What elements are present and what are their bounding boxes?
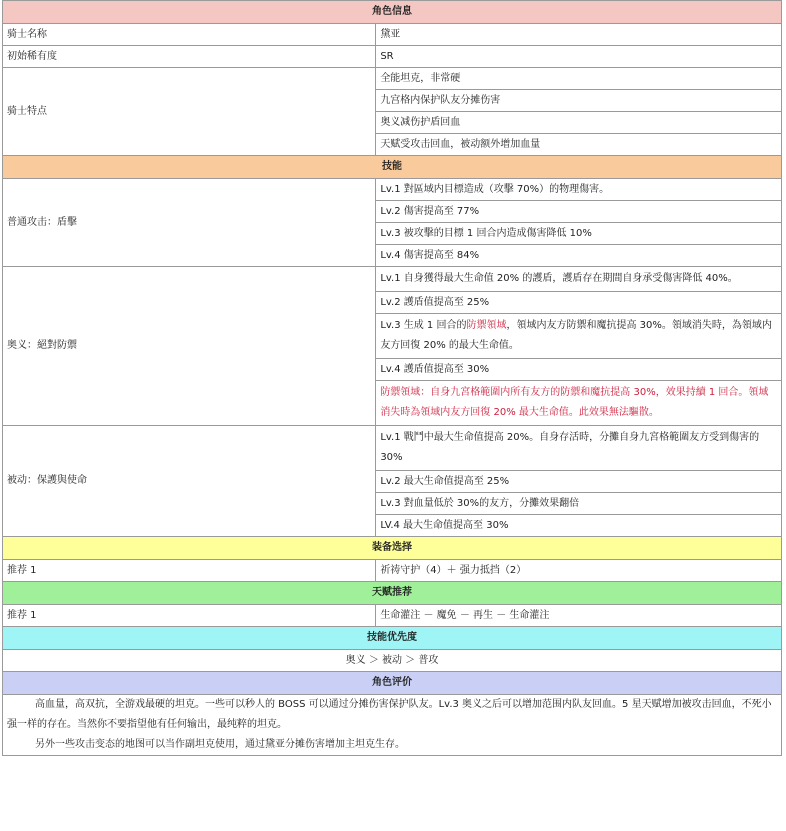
skill-level: Lv.2 最大生命值提高至 25% xyxy=(376,471,782,493)
normal-attack-label: 普通攻击：盾擊 xyxy=(3,179,376,267)
defense-field-term: 防禦領域 xyxy=(466,320,507,331)
rarity-label: 初始稀有度 xyxy=(3,46,376,68)
section-equipment: 装备选择 xyxy=(3,537,782,560)
table-row xyxy=(3,179,782,201)
table-row xyxy=(3,68,782,90)
trait-item: 九宫格内保护队友分摊伤害 xyxy=(376,90,782,112)
table-row xyxy=(3,695,782,756)
trait-item: 奥义减伤护盾回血 xyxy=(376,112,782,134)
skill-level: Lv.1 自身獲得最大生命值 20% 的護盾，護盾存在期間自身承受傷害降低 40%。 xyxy=(376,267,782,292)
talent-value: 生命灌注 － 魔免 － 再生 － 生命灌注 xyxy=(376,605,782,627)
section-skill-priority: 技能优先度 xyxy=(3,627,782,650)
section-header-row xyxy=(3,537,782,560)
lv3-prefix: Lv.3 生成 1 回合的 xyxy=(380,320,467,331)
evaluation-text xyxy=(3,695,782,756)
rarity-value: SR xyxy=(376,46,782,68)
table-row xyxy=(3,426,782,471)
skill-level: Lv.3 被攻擊的目標 1 回合内造成傷害降低 10% xyxy=(376,223,782,245)
section-header-row xyxy=(3,156,782,179)
traits-label: 骑士特点 xyxy=(3,68,376,156)
evaluation-paragraph: 另外一些攻击变态的地图可以当作副坦克使用，通过黛亚分摊伤害增加主坦克生存。 xyxy=(35,739,405,750)
equipment-label: 推荐 1 xyxy=(3,560,376,582)
skill-level: Lv.4 護盾值提高至 30% xyxy=(376,359,782,381)
table-row xyxy=(3,24,782,46)
skill-level: Lv.1 戰鬥中最大生命值提高 20%。自身存活時，分攤自身九宮格範圍友方受到傷害的 30% xyxy=(376,426,782,471)
table-row xyxy=(3,605,782,627)
skill-priority-value: 奥义 ＞ 被动 ＞ 普攻 xyxy=(3,650,782,672)
section-header-row xyxy=(3,582,782,605)
talent-label: 推荐 1 xyxy=(3,605,376,627)
section-talent: 天赋推荐 xyxy=(3,582,782,605)
section-header-row xyxy=(3,672,782,695)
evaluation-paragraph: 高血量，高双抗，全游戏最硬的坦克。一些可以秒人的 BOSS 可以通过分摊伤害保护队友。Lv.3 奥义之后可以增加范围内队友回血。5 星天赋增加被攻击回血，不死小强一样的存在。当然你不要指望他有任何输出，最纯粹的坦克。 xyxy=(7,699,772,730)
section-header-row xyxy=(3,1,782,24)
skill-level: Lv.2 傷害提高至 77% xyxy=(376,201,782,223)
section-header-row xyxy=(3,627,782,650)
skill-level: LV.4 最大生命值提高至 30% xyxy=(376,515,782,537)
table-row xyxy=(3,650,782,672)
defense-field-note: 防禦領域：自身九宮格範圍内所有友方的防禦和魔抗提高 30%，效果持續 1 回合。領域消失時為領域内友方回復 20% 最大生命值。此效果無法驅散。 xyxy=(376,381,782,426)
section-skills: 技能 xyxy=(3,156,782,179)
skill-level-lv3 xyxy=(376,314,782,359)
skill-level: Lv.1 對區域内目標造成（攻擊 70%）的物理傷害。 xyxy=(376,179,782,201)
section-evaluation: 角色评价 xyxy=(3,672,782,695)
character-info-table xyxy=(2,0,782,756)
skill-level: Lv.2 護盾值提高至 25% xyxy=(376,292,782,314)
name-value: 黛亚 xyxy=(376,24,782,46)
section-char-info: 角色信息 xyxy=(3,1,782,24)
equipment-value: 祈祷守护（4）＋ 强力抵挡（2） xyxy=(376,560,782,582)
trait-item: 全能坦克，非常硬 xyxy=(376,68,782,90)
passive-label: 被动：保護與使命 xyxy=(3,426,376,537)
table-row xyxy=(3,46,782,68)
table-row xyxy=(3,267,782,292)
skill-level: Lv.4 傷害提高至 84% xyxy=(376,245,782,267)
name-label: 骑士名称 xyxy=(3,24,376,46)
ultimate-label: 奥义：絕對防禦 xyxy=(3,267,376,426)
skill-level: Lv.3 對血量低於 30%的友方，分攤效果翻倍 xyxy=(376,493,782,515)
lv3-suffix: ，領域内友方防禦和魔抗提高 30%。領域消失時，為領域内友方回復 20% 的最大生命值。 xyxy=(380,320,772,351)
trait-item: 天赋受攻击回血，被动额外增加血量 xyxy=(376,134,782,156)
table-row xyxy=(3,560,782,582)
